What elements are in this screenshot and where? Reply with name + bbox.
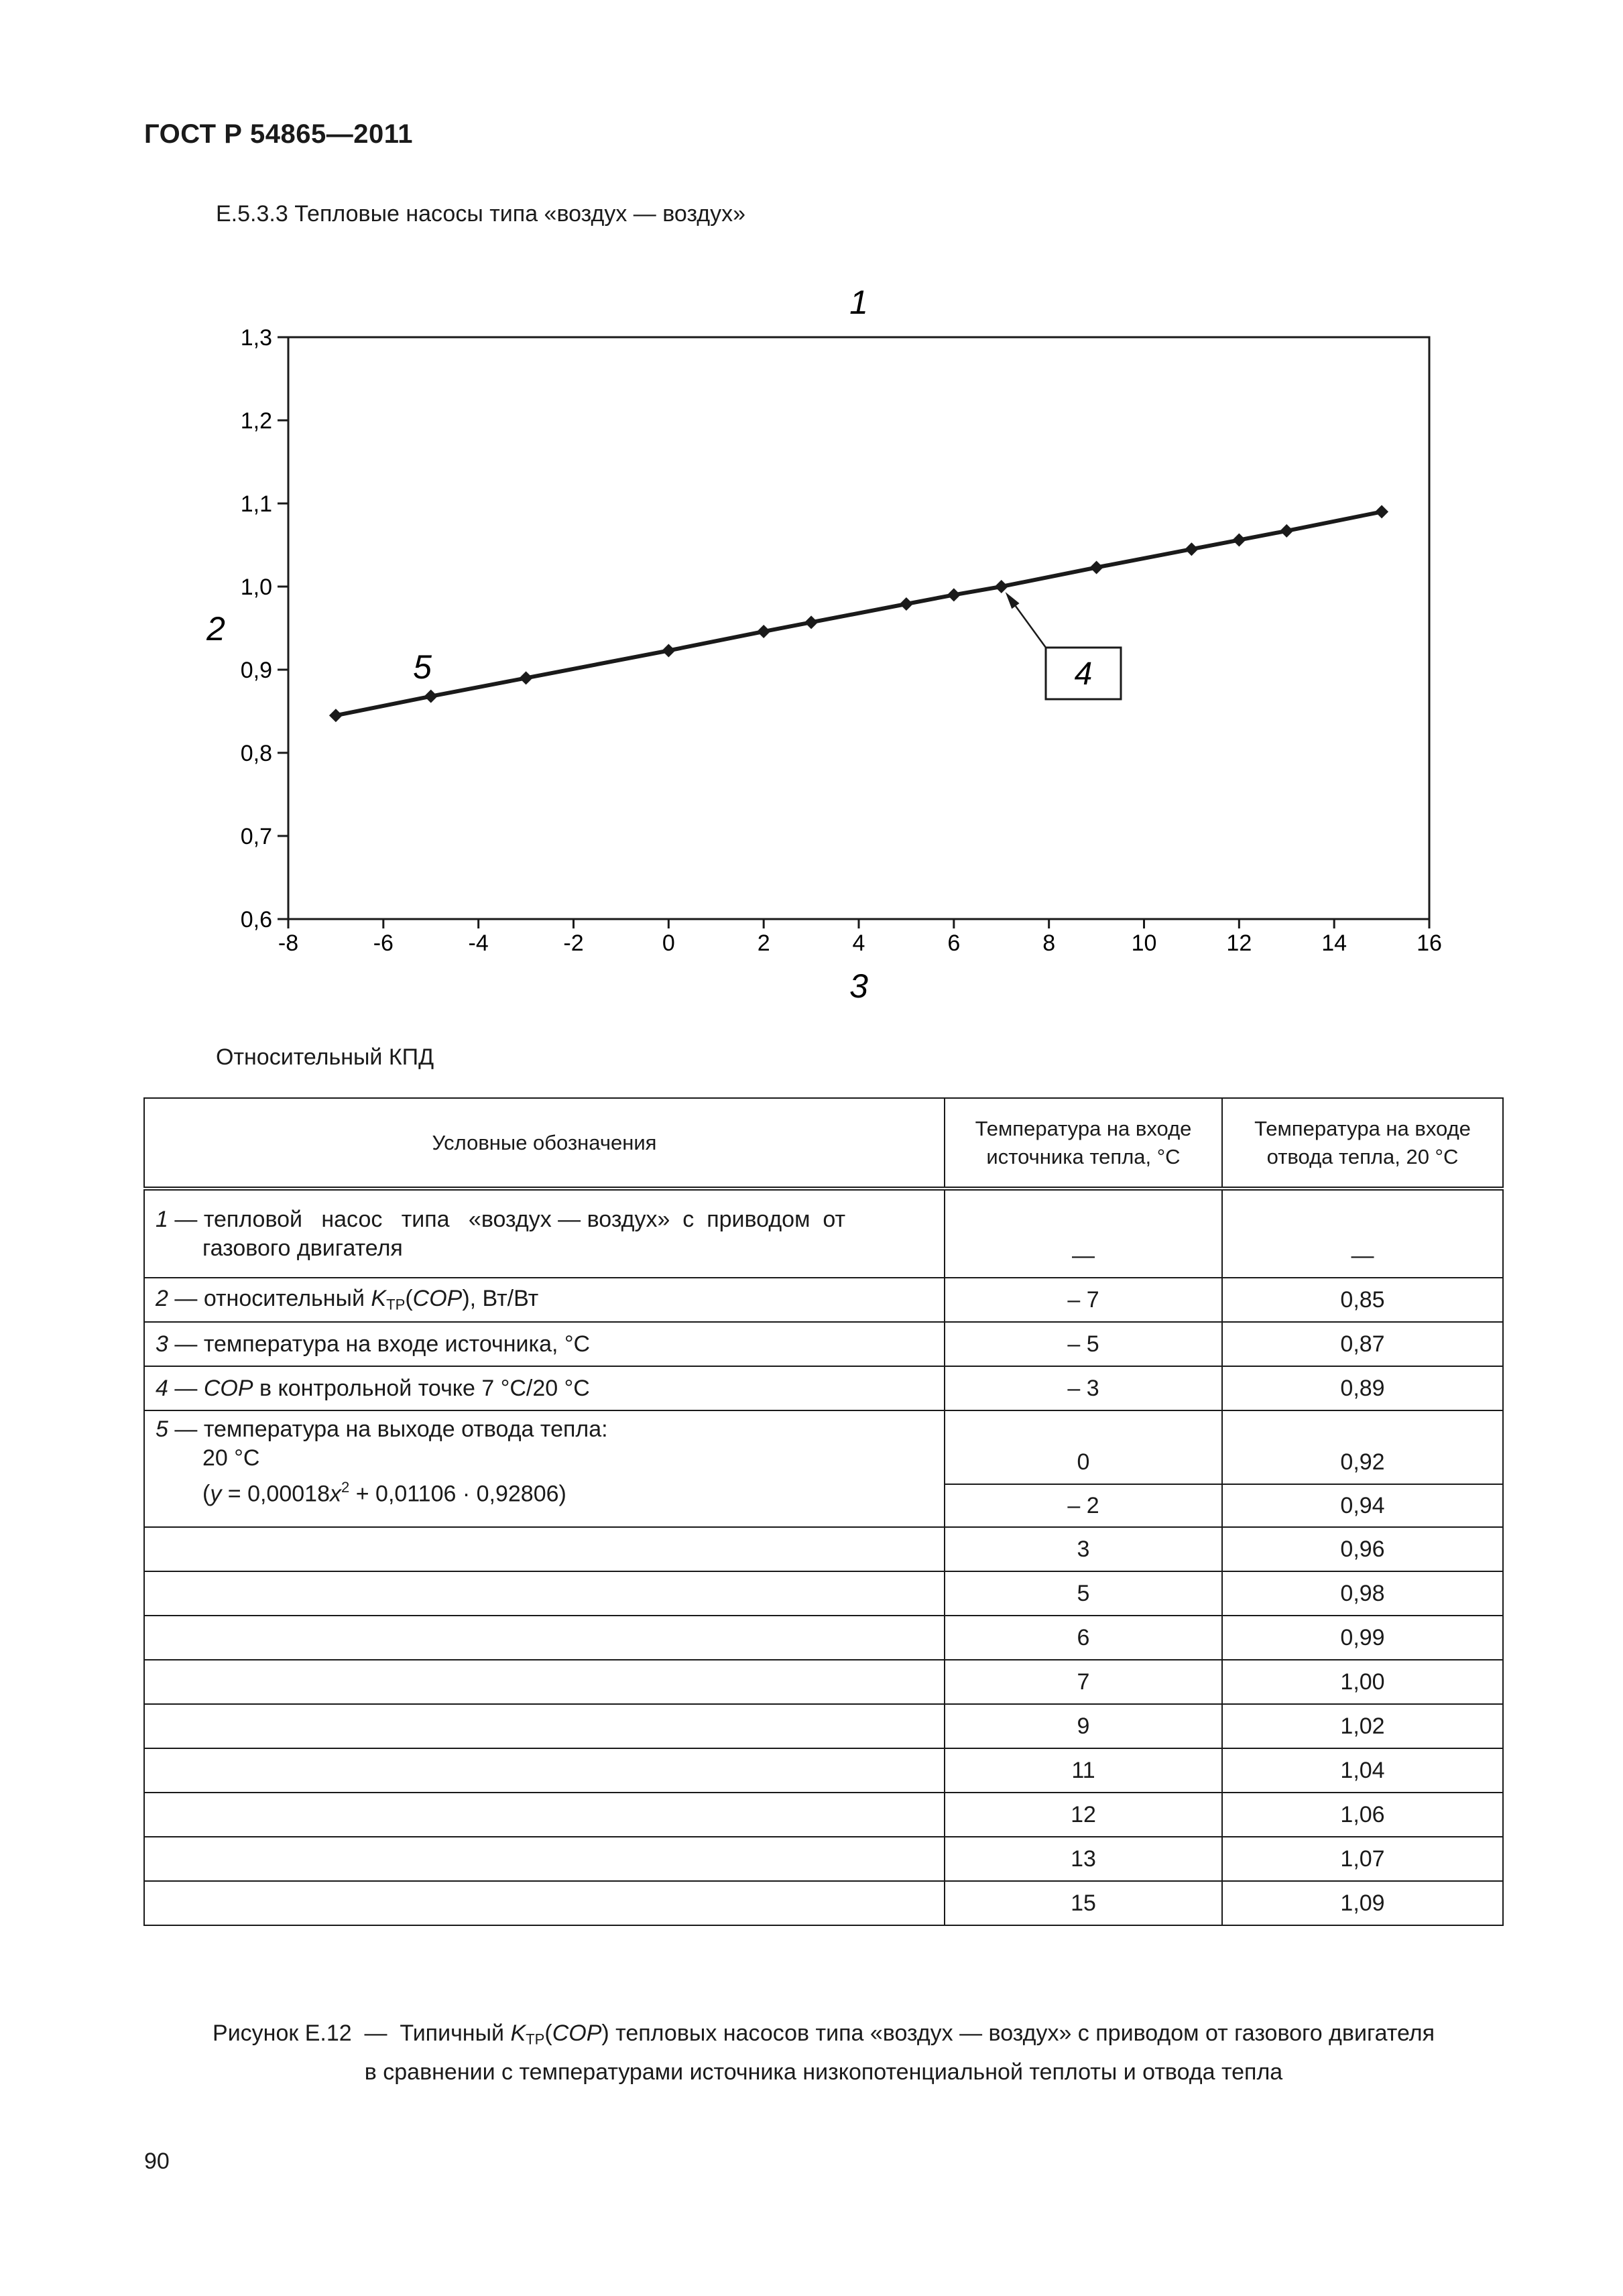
legend-temp: 20 °С — [202, 1445, 260, 1471]
legend-text: в контрольной точке 7 °С/20 °С — [253, 1375, 590, 1401]
header-source-temp-line1: Температура на входе — [975, 1116, 1192, 1140]
table-row — [144, 1410, 1503, 1484]
y-tick-label: 1,1 — [240, 491, 272, 517]
table-cell: 0,92 — [1222, 1410, 1503, 1484]
table-cell — [144, 1793, 945, 1837]
y-tick-label: 0,9 — [240, 658, 272, 683]
legend-text: ), Вт/Вт — [462, 1286, 539, 1312]
y-axis-ticks — [241, 325, 288, 932]
table-row — [144, 1881, 1503, 1925]
table-cell: 9 — [945, 1704, 1222, 1748]
table-cell: 5 — [945, 1571, 1222, 1616]
section-heading: Е.5.3.3 Тепловые насосы типа «воздух — воздух» — [216, 201, 746, 227]
table-cell — [144, 1616, 945, 1660]
formula-superscript: 2 — [341, 1479, 350, 1496]
table-header-row — [144, 1098, 1503, 1189]
table-cell — [144, 1837, 945, 1881]
caption-subscript: ТР — [526, 2031, 545, 2048]
formula-var: y — [210, 1481, 222, 1507]
data-point — [329, 709, 343, 722]
legend-item-3 — [144, 1322, 945, 1366]
plot-frame — [288, 337, 1429, 919]
legend-text: — относительный — [168, 1286, 371, 1312]
callout-label: 4 — [1074, 656, 1093, 692]
formula-text: + 0,01106 · 0,92806) — [349, 1481, 566, 1507]
x-tick-label: -6 — [373, 930, 394, 956]
document-header: ГОСТ Р 54865—2011 — [144, 119, 413, 149]
y-tick-label: 0,6 — [240, 907, 272, 932]
y-tick-label: 1,3 — [240, 325, 272, 351]
legend-item-4 — [144, 1366, 945, 1410]
data-point — [1232, 534, 1246, 547]
table-cell: 13 — [945, 1837, 1222, 1881]
table-cell — [144, 1571, 945, 1616]
data-point — [424, 690, 438, 703]
header-sink-temp-line2: отвода тепла, 20 °С — [1266, 1144, 1459, 1168]
header-designations: Условные обозначения — [144, 1098, 945, 1189]
table-cell: — — [945, 1189, 1222, 1278]
figure-caption — [143, 2017, 1504, 2088]
data-point — [804, 615, 818, 629]
data-point — [900, 597, 913, 611]
table-row — [144, 1793, 1503, 1837]
table-row — [144, 1616, 1503, 1660]
x-tick-label: 0 — [662, 930, 675, 956]
table-cell: – 3 — [945, 1366, 1222, 1410]
table-cell: 0,89 — [1222, 1366, 1503, 1410]
table-cell: 3 — [945, 1527, 1222, 1571]
caption-text: ) тепловых насосов типа «воздух — воздух» с приводом от газового двигателя — [601, 2020, 1435, 2046]
table-row — [144, 1278, 1503, 1322]
table-cell: 12 — [945, 1793, 1222, 1837]
y-tick-label: 0,8 — [240, 741, 272, 766]
legend-table — [143, 1097, 1504, 1926]
legend-number: 4 — [156, 1375, 168, 1401]
data-point — [995, 580, 1008, 593]
table-cell: 0,85 — [1222, 1278, 1503, 1322]
table-cell: 1,06 — [1222, 1793, 1503, 1837]
x-tick-label: 2 — [757, 930, 770, 956]
legend-text: — температура на входе источника, °С — [168, 1331, 591, 1357]
table-cell: 0,98 — [1222, 1571, 1503, 1616]
x-tick-label: 8 — [1042, 930, 1056, 956]
x-tick-label: -2 — [563, 930, 584, 956]
data-point — [947, 588, 961, 601]
table-row — [144, 1322, 1503, 1366]
x-tick-label: 14 — [1321, 930, 1347, 956]
x-tick-label: -4 — [468, 930, 489, 956]
legend-item-2 — [144, 1278, 945, 1322]
legend-text: — температура на выходе отвода тепла: — [168, 1416, 608, 1442]
formula-text: ( — [202, 1481, 211, 1507]
y-tick-label: 0,7 — [240, 824, 272, 849]
caption-text: Рисунок Е.12 — Типичный — [213, 2020, 511, 2046]
formula-var: x — [329, 1481, 341, 1507]
x-axis-ticks — [278, 919, 1442, 956]
table-cell: 1,00 — [1222, 1660, 1503, 1704]
x-tick-label: 12 — [1226, 930, 1252, 956]
caption-text: ( — [544, 2020, 552, 2046]
table-cell — [144, 1660, 945, 1704]
page-number: 90 — [144, 2149, 170, 2174]
data-point — [757, 625, 770, 638]
legend-cop: COP — [203, 1375, 253, 1401]
table-row — [144, 1189, 1503, 1278]
data-point — [1280, 524, 1293, 538]
table-cell — [144, 1704, 945, 1748]
series-line — [336, 511, 1382, 715]
x-tick-label: -8 — [278, 930, 299, 956]
table-cell: – 5 — [945, 1322, 1222, 1366]
table-cell: 1,04 — [1222, 1748, 1503, 1793]
table-row — [144, 1748, 1503, 1793]
table-row — [144, 1837, 1503, 1881]
table-row — [144, 1704, 1503, 1748]
y-tick-label: 1,0 — [240, 575, 272, 600]
y-axis-label: 2 — [206, 610, 225, 648]
header-source-temp — [945, 1098, 1222, 1189]
caption-symbol: K — [510, 2020, 526, 2046]
table-cell: 1,07 — [1222, 1837, 1503, 1881]
header-sink-temp — [1222, 1098, 1503, 1189]
legend-item-1 — [144, 1189, 945, 1278]
table-cell: 15 — [945, 1881, 1222, 1925]
legend-text: — тепловой насос типа «воздух — воздух» с приводом от — [168, 1206, 846, 1232]
table-cell: 1,09 — [1222, 1881, 1503, 1925]
table-cell: – 7 — [945, 1278, 1222, 1322]
legend-item-5 — [144, 1410, 945, 1527]
caption-cop: COP — [552, 2020, 602, 2046]
legend-number: 1 — [156, 1206, 168, 1232]
callout-arrow-head — [1006, 592, 1020, 609]
x-tick-label: 16 — [1417, 930, 1442, 956]
data-point — [520, 671, 533, 684]
data-point — [1090, 560, 1103, 574]
table-cell: 0,99 — [1222, 1616, 1503, 1660]
table-cell: 0,87 — [1222, 1322, 1503, 1366]
table-cell: 11 — [945, 1748, 1222, 1793]
header-source-temp-line2: источника тепла, °С — [986, 1144, 1181, 1168]
legend-text: ( — [405, 1286, 413, 1312]
formula-text: = 0,00018 — [221, 1481, 330, 1507]
legend-number: 3 — [156, 1331, 168, 1357]
legend-text: — — [168, 1375, 204, 1401]
callout-pointer-line — [1016, 606, 1046, 648]
table-row — [144, 1660, 1503, 1704]
table-cell: 1,02 — [1222, 1704, 1503, 1748]
table-cell: 7 — [945, 1660, 1222, 1704]
x-axis-label: 3 — [849, 967, 868, 1005]
x-tick-label: 10 — [1131, 930, 1157, 956]
table-cell: — — [1222, 1189, 1503, 1278]
legend-subscript: ТР — [386, 1296, 406, 1313]
table-cell — [144, 1881, 945, 1925]
series-label: 5 — [413, 648, 432, 686]
legend-cop: COP — [412, 1286, 463, 1312]
y-tick-label: 1,2 — [240, 408, 272, 434]
table-row — [144, 1571, 1503, 1616]
table-cell — [144, 1748, 945, 1793]
table-row — [144, 1527, 1503, 1571]
table-cell: 6 — [945, 1616, 1222, 1660]
data-point — [1375, 505, 1388, 518]
x-tick-label: 4 — [852, 930, 865, 956]
table-row — [144, 1366, 1503, 1410]
legend-text-cont: газового двигателя — [202, 1235, 403, 1261]
line-chart — [0, 0, 1623, 1039]
legend-number: 2 — [156, 1286, 168, 1312]
table-cell — [144, 1527, 945, 1571]
caption-line2: в сравнении с температурами источника низкопотенциальной теплоты и отвода тепла — [364, 2059, 1283, 2085]
data-point — [662, 644, 675, 657]
data-point — [1185, 542, 1198, 556]
x-tick-label: 6 — [947, 930, 961, 956]
chart-title-label: 1 — [849, 284, 868, 321]
legend-symbol: K — [371, 1286, 387, 1312]
table-cell: 0 — [945, 1410, 1222, 1484]
chart-caption: Относительный КПД — [216, 1044, 434, 1070]
table-cell: – 2 — [945, 1484, 1222, 1527]
table-cell: 0,96 — [1222, 1527, 1503, 1571]
header-sink-temp-line1: Температура на входе — [1254, 1116, 1471, 1140]
table-cell: 0,94 — [1222, 1484, 1503, 1527]
legend-number: 5 — [156, 1416, 168, 1442]
